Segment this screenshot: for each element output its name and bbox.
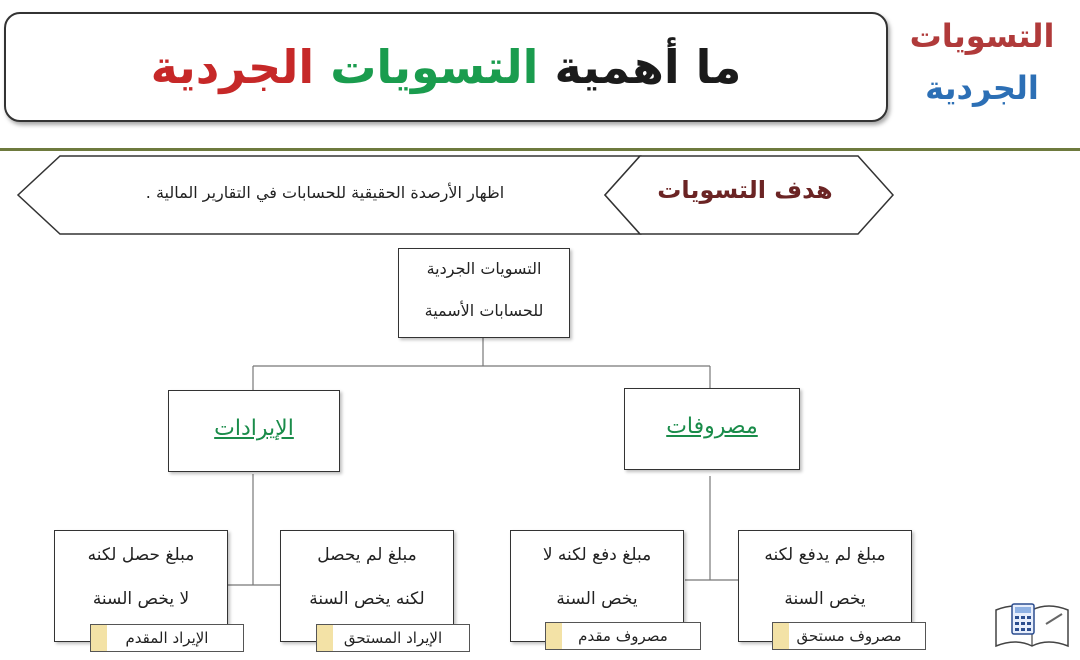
tag-highlight bbox=[773, 623, 789, 649]
category-revenues bbox=[168, 390, 340, 472]
root-line-1: التسويات الجردية bbox=[426, 259, 542, 278]
root-line-2: للحسابات الأسمية bbox=[424, 301, 544, 320]
leaf-line-1: مبلغ حصل لكنه bbox=[87, 545, 195, 565]
tag-highlight bbox=[91, 625, 107, 651]
tag-accrued-revenue bbox=[316, 624, 470, 652]
tag-label: مصروف مستحق bbox=[796, 627, 902, 645]
tag-highlight bbox=[546, 623, 562, 649]
tag-label: الإيراد المستحق bbox=[343, 629, 443, 647]
leaf-line-2: لكنه يخص السنة bbox=[309, 589, 425, 609]
side-title-line-1: التسويات bbox=[909, 17, 1055, 55]
title-part-3: الجردية bbox=[150, 40, 315, 94]
goal-label: هدف التسويات bbox=[657, 176, 833, 204]
leaf-line-1: مبلغ لم يدفع لكنه bbox=[764, 545, 886, 565]
category-expenses bbox=[624, 388, 800, 470]
category-revenues-label: الإيرادات bbox=[214, 416, 294, 441]
title-part-1: ما أهمية bbox=[538, 40, 742, 94]
goal-text: اظهار الأرصدة الحقيقية للحسابات في التقارير المالية . bbox=[145, 183, 505, 202]
tag-label: مصروف مقدم bbox=[578, 627, 668, 645]
calculator-book-icon bbox=[990, 596, 1074, 652]
leaf-line-2: يخص السنة bbox=[556, 589, 638, 609]
tag-accrued-expense bbox=[772, 622, 926, 650]
leaf-line-2: لا يخص السنة bbox=[92, 589, 190, 609]
leaf-line-1: مبلغ دفع لكنه لا bbox=[542, 545, 652, 565]
tag-prepaid-expense bbox=[545, 622, 701, 650]
tag-label: الإيراد المقدم bbox=[125, 629, 209, 647]
tag-highlight bbox=[317, 625, 333, 651]
leaf-line-1: مبلغ لم يحصل bbox=[317, 545, 417, 565]
tag-deferred-revenue bbox=[90, 624, 244, 652]
category-expenses-label: مصروفات bbox=[666, 414, 758, 439]
side-title-line-2: الجردية bbox=[925, 69, 1039, 107]
root-node bbox=[398, 248, 570, 338]
leaf-line-2: يخص السنة bbox=[784, 589, 866, 609]
title-part-2: التسويات bbox=[314, 40, 539, 94]
